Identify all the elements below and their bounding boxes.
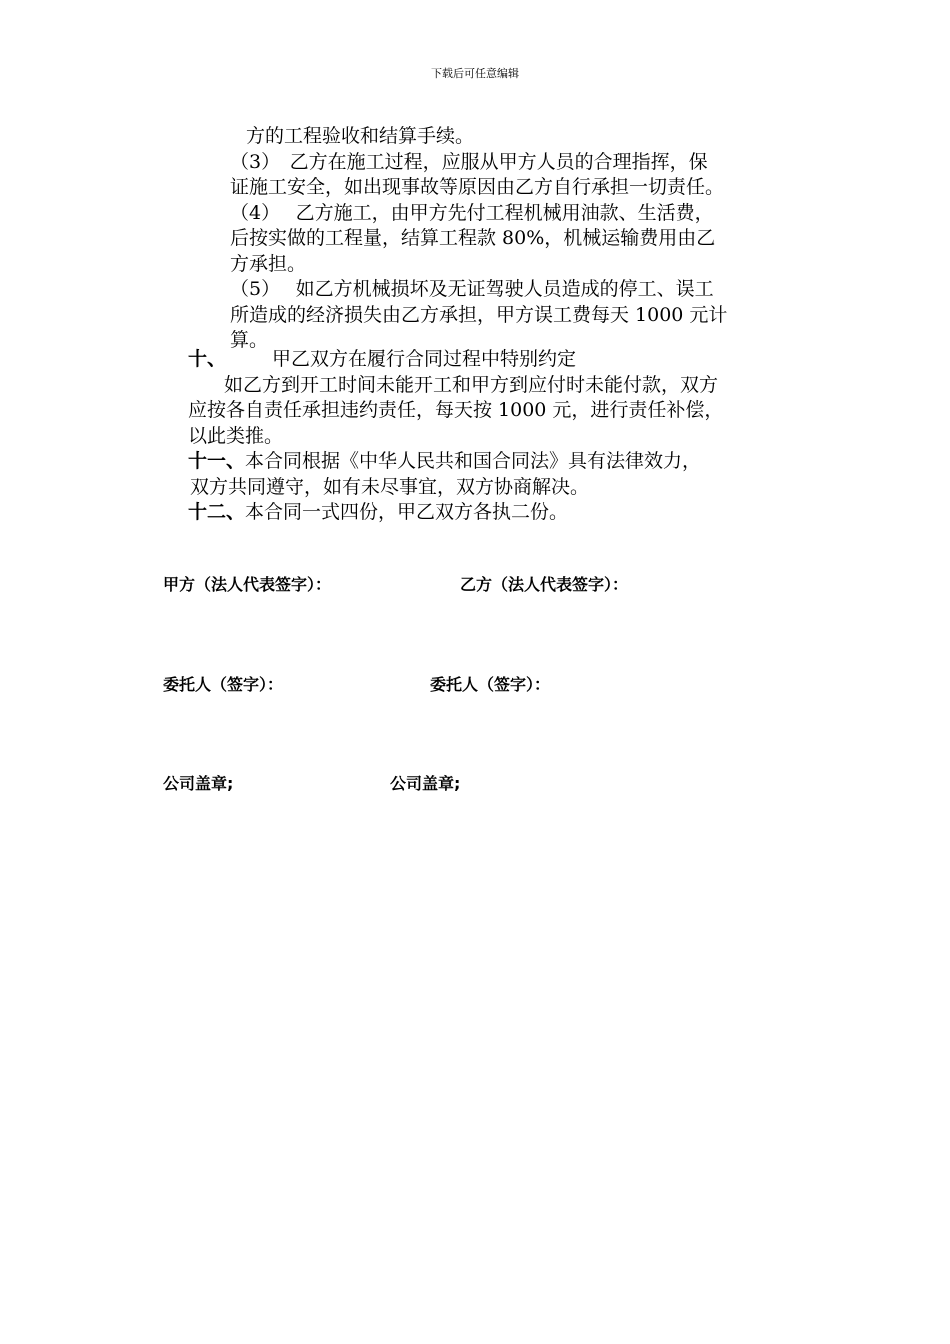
agent-a-signature-label: 委托人（签字）： bbox=[163, 675, 284, 694]
company-seal-b-label: 公司盖章; bbox=[390, 774, 461, 793]
article-title: 甲乙双方在履行合同过程中特别约定 bbox=[272, 348, 577, 370]
article-10-heading bbox=[188, 347, 808, 373]
agent-b-signature-label: 委托人（签字）： bbox=[430, 675, 551, 694]
clause-line: （3） 乙方在施工过程，应服从甲方人员的合理指挥，保 bbox=[230, 150, 708, 173]
clause-line: （5） 如乙方机械损坏及无证驾驶人员造成的停工、误工 bbox=[230, 278, 714, 300]
article-number: 十一、 bbox=[188, 450, 246, 472]
header-note: 下载后可任意编辑 bbox=[431, 67, 519, 80]
clause-line: 证施工安全，如出现事故等原因由乙方自行承担一切责任。 bbox=[230, 176, 725, 198]
article-12 bbox=[188, 500, 808, 526]
clause-9-continued bbox=[230, 124, 810, 354]
article-line: 双方共同遵守，如有未尽事宜，双方协商解决。 bbox=[190, 475, 590, 498]
clause-line: 算。 bbox=[230, 329, 269, 351]
article-line: 本合同根据《中华人民共和国合同法》具有法律效力， bbox=[245, 450, 702, 472]
party-a-signature-label: 甲方（法人代表签字）： bbox=[163, 575, 332, 594]
articles bbox=[188, 347, 808, 526]
article-line: 如乙方到开工时间未能开工和甲方到应付时未能付款，双方 bbox=[224, 373, 719, 396]
clause-line: （4） 乙方施工，由甲方先付工程机械用油款、生活费， bbox=[230, 201, 714, 224]
party-b-signature-label: 乙方（法人代表签字）： bbox=[460, 575, 629, 594]
clause-line: 方承担。 bbox=[230, 252, 307, 275]
company-seal-a-label: 公司盖章; bbox=[163, 774, 234, 793]
article-number: 十、 bbox=[188, 348, 227, 370]
clause-line: 后按实做的工程量，结算工程款 80%，机械运输费用由乙 bbox=[230, 227, 716, 249]
article-11 bbox=[188, 449, 808, 475]
article-line: 以此类推。 bbox=[188, 424, 284, 447]
article-number: 十二、 bbox=[188, 501, 246, 523]
clause-line: 方的工程验收和结算手续。 bbox=[246, 125, 475, 147]
article-line: 应按各自责任承担违约责任，每天按 1000 元，进行责任补偿， bbox=[188, 399, 724, 421]
clause-line: 所造成的经济损失由乙方承担，甲方误工费每天 1000 元计 bbox=[230, 303, 728, 326]
article-line: 本合同一式四份，甲乙双方各执二份。 bbox=[245, 501, 569, 523]
